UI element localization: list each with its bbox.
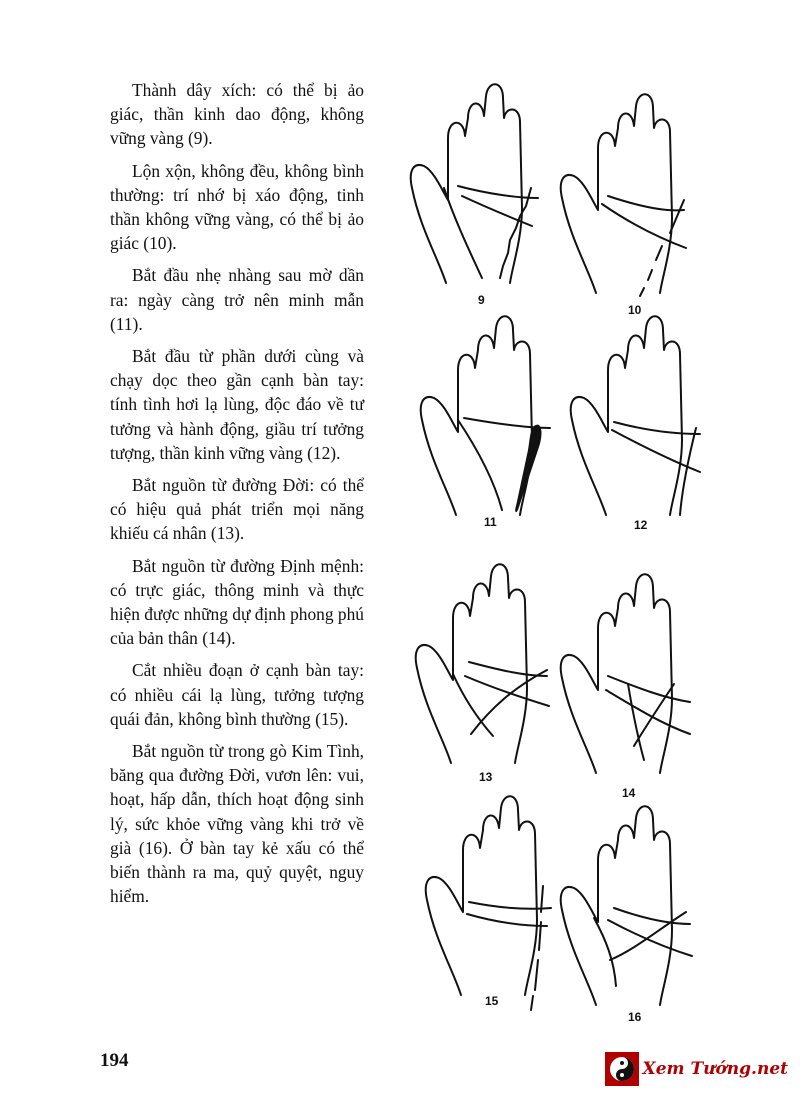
palm-from-life-line-icon — [413, 558, 563, 798]
paragraph-14: Bắt nguồn từ đường Định mệnh: có trực giác, thông minh và thực hiện được những dự định phong phú của bản thân (14). — [110, 555, 364, 649]
figure-number-11: 11 — [484, 515, 497, 529]
figure-number-13: 13 — [479, 770, 493, 784]
palm-broken-line-icon — [558, 88, 708, 328]
paragraph-12: Bắt đầu từ phần dưới cùng và chạy dọc theo gần cạnh bàn tay: tính tình hơi lạ lùng, độc đáo về tư tưởng và hành động, giầu trí tưởng tượng, thần kinh vững vàng (12). — [110, 346, 364, 463]
figure-number-12: 12 — [634, 518, 648, 532]
text-column — [110, 78, 364, 917]
paragraph-13: Bắt nguồn từ đường Đời: có thể có hiệu quả phát triển mọi năng khiếu cá nhân (13). — [110, 475, 364, 544]
figure-number-16: 16 — [628, 1010, 642, 1024]
palm-edge-line-icon — [568, 310, 718, 550]
yin-yang-icon — [605, 1052, 639, 1086]
figure-number-9: 9 — [478, 293, 485, 307]
palm-tapering-line-icon — [418, 310, 568, 550]
palm-segmented-line-icon — [423, 790, 573, 1030]
palm-chain-line-icon — [408, 78, 558, 318]
figure-number-15: 15 — [485, 994, 499, 1008]
page-number: 194 — [100, 1050, 129, 1071]
palm-from-venus-mount-icon — [558, 800, 708, 1040]
palm-from-fate-line-icon — [558, 568, 708, 808]
paragraph-16: Bắt nguồn từ trong gò Kim Tình, băng qua đường Đời, vươn lên: vui, hoạt, hấp dẫn, thích hoạt động sinh lý, sức khỏe vững vàng khi trở về già (16). Ở bàn tay kẻ xấu có thể biến thành ra ma, quỷ quyệt, nguy hiểm. — [110, 741, 364, 907]
figure-number-14: 14 — [622, 786, 636, 800]
paragraph-15: Cắt nhiều đoạn ở cạnh bàn tay: có nhiều cái lạ lùng, tưởng tượng quái đản, không bình thường (15). — [110, 660, 364, 729]
paragraph-11: Bắt đầu nhẹ nhàng sau mờ dần ra: ngày càng trở nên minh mẫn (11). — [110, 265, 364, 334]
palm-figures — [408, 78, 728, 1038]
figure-number-10: 10 — [628, 303, 642, 317]
logo-text: Xem Tướng.net — [642, 1059, 788, 1079]
paragraph-9: Thành dây xích: có thể bị ảo giác, thần kinh dao động, không vững vàng (9). — [110, 80, 364, 149]
site-logo — [605, 1052, 788, 1086]
paragraph-10: Lộn xộn, không đều, không bình thường: trí nhớ bị xáo động, tinh thần không vững vàng, có thể bị ảo giác (10). — [110, 160, 364, 254]
